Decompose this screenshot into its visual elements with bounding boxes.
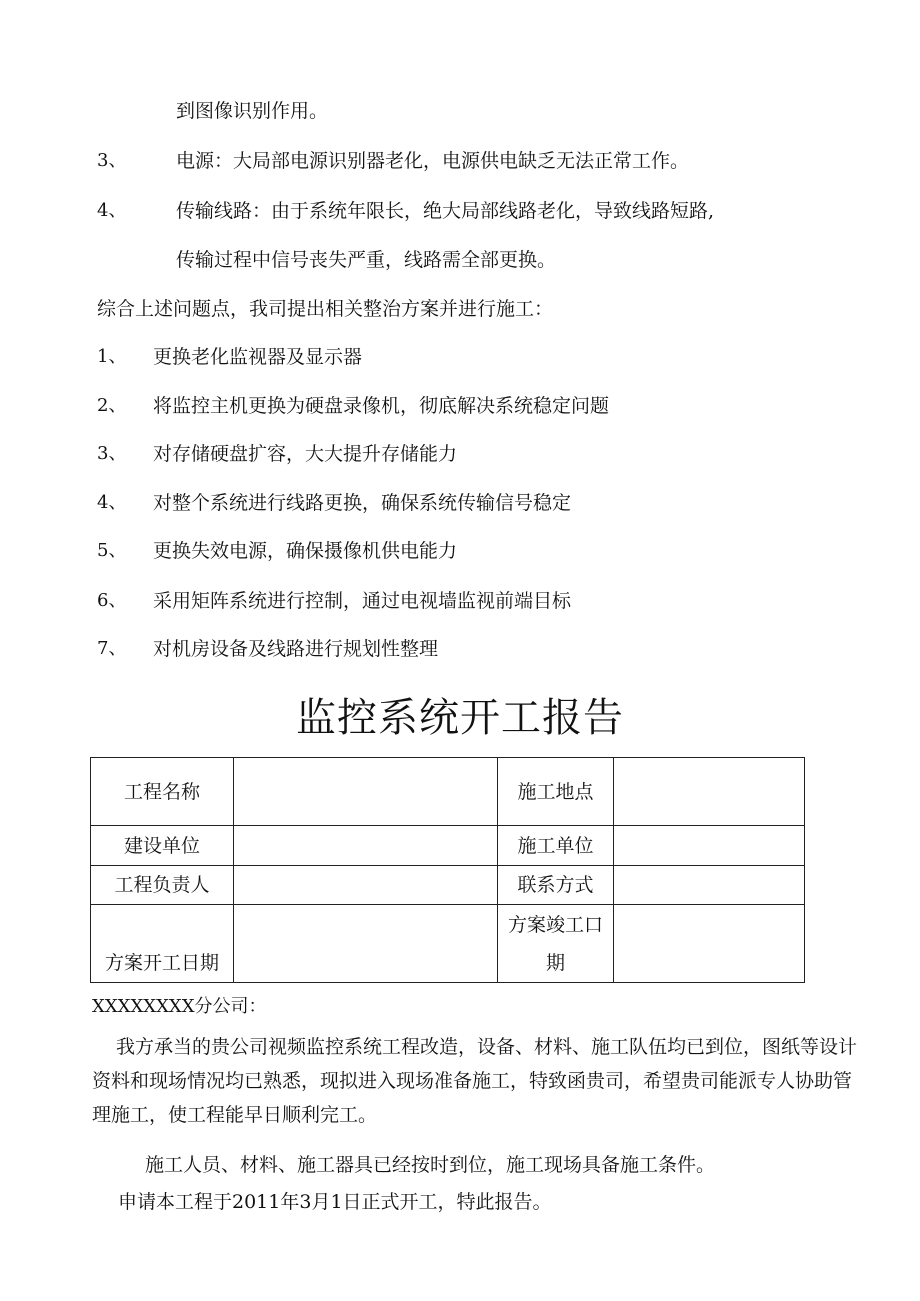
start-date-label: 方案开工日期	[91, 905, 234, 983]
body-paragraph-1: 我方承当的贵公司视频监控系统工程改造，设备、材料、施工队伍均已到位，图纸等设计资料和现场情况均已熟悉，现拟进入现场准备施工，特致函贵司，希望贵司能派专人协助管理施工，使工程能早日顺利完工。	[92, 1036, 858, 1126]
project-name-value	[234, 758, 498, 826]
solution-text: 采用矩阵系统进行控制，通过电视墙监视前端目标	[153, 590, 572, 612]
solution-text: 对机房设备及线路进行规划性整理	[153, 638, 439, 660]
report-title: 监控系统开工报告	[296, 695, 624, 741]
solution-number: 1、	[97, 346, 127, 367]
solution-number: 4、	[97, 492, 127, 513]
site-value	[614, 758, 805, 826]
addressee: XXXXXXXX分公司：	[92, 996, 267, 1017]
manager-label: 工程负责人	[91, 866, 234, 905]
solution-number: 3、	[97, 443, 127, 464]
problem-text-3: 电源：大局部电源识别器老化，电源供电缺乏无法正常工作。	[176, 150, 690, 172]
manager-value	[234, 866, 498, 905]
problem-number-3: 3、	[97, 150, 127, 171]
contact-label: 联系方式	[498, 866, 614, 905]
builder-value	[234, 826, 498, 866]
summary-text: 综合上述问题点，我司提出相关整治方案并进行施工：	[97, 298, 554, 320]
site-label: 施工地点	[498, 758, 614, 826]
problem-text-4-continuation: 传输过程中信号丧失严重，线路需全部更换。	[176, 249, 557, 271]
contact-value	[614, 866, 805, 905]
project-name-label: 工程名称	[91, 758, 234, 826]
start-date-value	[234, 905, 498, 983]
solution-number: 2、	[97, 395, 127, 416]
solution-text: 更换失效电源，确保摄像机供电能力	[153, 540, 458, 562]
solution-text: 对存储硬盘扩容，大大提升存储能力	[153, 443, 458, 465]
solution-text: 更换老化监视器及显示器	[153, 346, 363, 368]
body-paragraph-3: 申请本工程于2011年3月1日正式开工，特此报告。	[118, 1191, 552, 1213]
solution-number: 5、	[97, 540, 127, 561]
finish-date-label-line1: 方案竣工口	[507, 913, 603, 936]
problem-number-4: 4、	[97, 200, 127, 221]
finish-date-label-line2: 期	[545, 951, 565, 974]
report-info-table	[90, 757, 805, 983]
body-paragraph-2: 施工人员、材料、施工器具已经按时到位，施工现场具备施工条件。	[145, 1154, 716, 1176]
continuation-line: 到图像识别作用。	[176, 100, 329, 122]
builder-label: 建设单位	[91, 826, 234, 866]
solution-number: 7、	[97, 638, 127, 659]
solution-text: 将监控主机更换为硬盘录像机，彻底解决系统稳定问题	[153, 395, 610, 417]
solution-number: 6、	[97, 590, 127, 611]
contractor-value	[614, 826, 805, 866]
solution-text: 对整个系统进行线路更换，确保系统传输信号稳定	[153, 492, 572, 514]
finish-date-value	[614, 905, 805, 983]
contractor-label: 施工单位	[498, 826, 614, 866]
finish-date-label	[498, 905, 614, 983]
problem-text-4: 传输线路：由于系统年限长，绝大局部线路老化，导致线路短路,	[176, 200, 715, 222]
